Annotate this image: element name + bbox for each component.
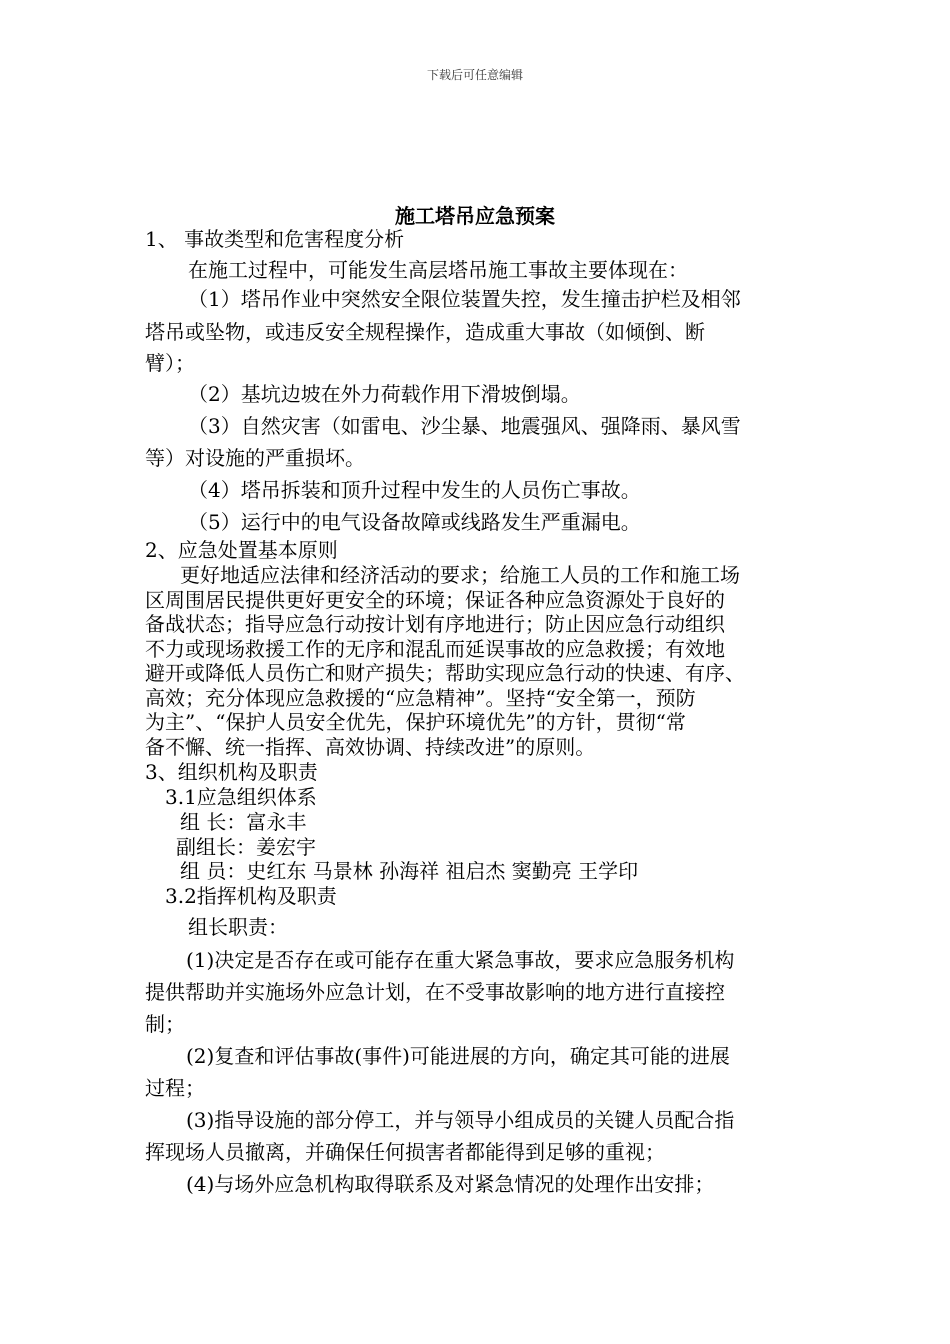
paragraph-line: (2)复查和评估事故(事件)可能进展的方向，确定其可能的进展 <box>186 1044 730 1068</box>
paragraph-line: 备不懈、统一指挥、高效协调、持续改进”的原则。 <box>145 735 596 759</box>
section-heading: 3、组织机构及职责 <box>145 760 318 784</box>
section-heading: 1、 事故类型和危害程度分析 <box>145 227 405 251</box>
paragraph-line: （4）塔吊拆装和顶升过程中发生的人员伤亡事故。 <box>188 478 641 502</box>
document-title: 施工塔吊应急预案 <box>395 204 555 228</box>
paragraph-line: (3)指导设施的部分停工，并与领导小组成员的关键人员配合指 <box>186 1108 735 1132</box>
paragraph-line: 避开或降低人员伤亡和财产损失；帮助实现应急行动的快速、有序、 <box>145 661 745 685</box>
paragraph-line: 提供帮助并实施场外应急计划，在不受事故影响的地方进行直接控 <box>145 980 725 1004</box>
paragraph-line: （3）自然灾害（如雷电、沙尘暴、地震强风、强降雨、暴风雪 <box>188 414 741 438</box>
paragraph-line: (1)决定是否存在或可能存在重大紧急事故，要求应急服务机构 <box>186 948 735 972</box>
paragraph-line: 塔吊或坠物，或违反安全规程操作，造成重大事故（如倾倒、断 <box>145 320 705 344</box>
subsection-heading: 3.2指挥机构及职责 <box>165 884 337 908</box>
paragraph-line: （5）运行中的电气设备故障或线路发生严重漏电。 <box>188 510 641 534</box>
subsection-heading: 3.1应急组织体系 <box>165 785 317 809</box>
paragraph-line: 更好地适应法律和经济活动的要求；给施工人员的工作和施工场 <box>180 563 740 587</box>
member-line: 组 员：史红东 马景林 孙海祥 祖启杰 窦勤亮 王学印 <box>180 859 639 883</box>
paragraph-line: （1）塔吊作业中突然安全限位装置失控，发生撞击护栏及相邻 <box>188 287 741 311</box>
paragraph-line: 区周围居民提供更好更安全的环境；保证各种应急资源处于良好的 <box>145 588 725 612</box>
paragraph-line: 在施工过程中，可能发生高层塔吊施工事故主要体现在： <box>188 258 688 282</box>
paragraph-line: 挥现场人员撤离，并确保任何损害者都能得到足够的重视； <box>145 1140 665 1164</box>
page-header: 下载后可任意编辑 <box>426 68 523 82</box>
paragraph-line: 过程； <box>145 1076 205 1100</box>
paragraph-line: 组长职责： <box>188 915 288 939</box>
paragraph-line: 高效；充分体现应急救援的“应急精神”。坚持“安全第一，预防 <box>145 686 696 710</box>
member-line: 副组长：姜宏宇 <box>176 835 316 859</box>
paragraph-line: 制； <box>145 1012 185 1036</box>
paragraph-line: 不力或现场救援工作的无序和混乱而延误事故的应急救援；有效地 <box>145 637 725 661</box>
paragraph-line: （2）基坑边坡在外力荷载作用下滑坡倒塌。 <box>188 382 581 406</box>
section-heading: 2、应急处置基本原则 <box>145 538 338 562</box>
member-line: 组 长：富永丰 <box>180 810 307 834</box>
paragraph-line: 臂）； <box>145 351 195 375</box>
paragraph-line: 为主”、“保护人员安全优先，保护环境优先”的方针，贯彻“常 <box>145 710 686 734</box>
paragraph-line: 备战状态；指导应急行动按计划有序地进行；防止因应急行动组织 <box>145 612 725 636</box>
paragraph-line: 等）对设施的严重损坏。 <box>145 446 365 470</box>
paragraph-line: (4)与场外应急机构取得联系及对紧急情况的处理作出安排； <box>186 1172 715 1196</box>
